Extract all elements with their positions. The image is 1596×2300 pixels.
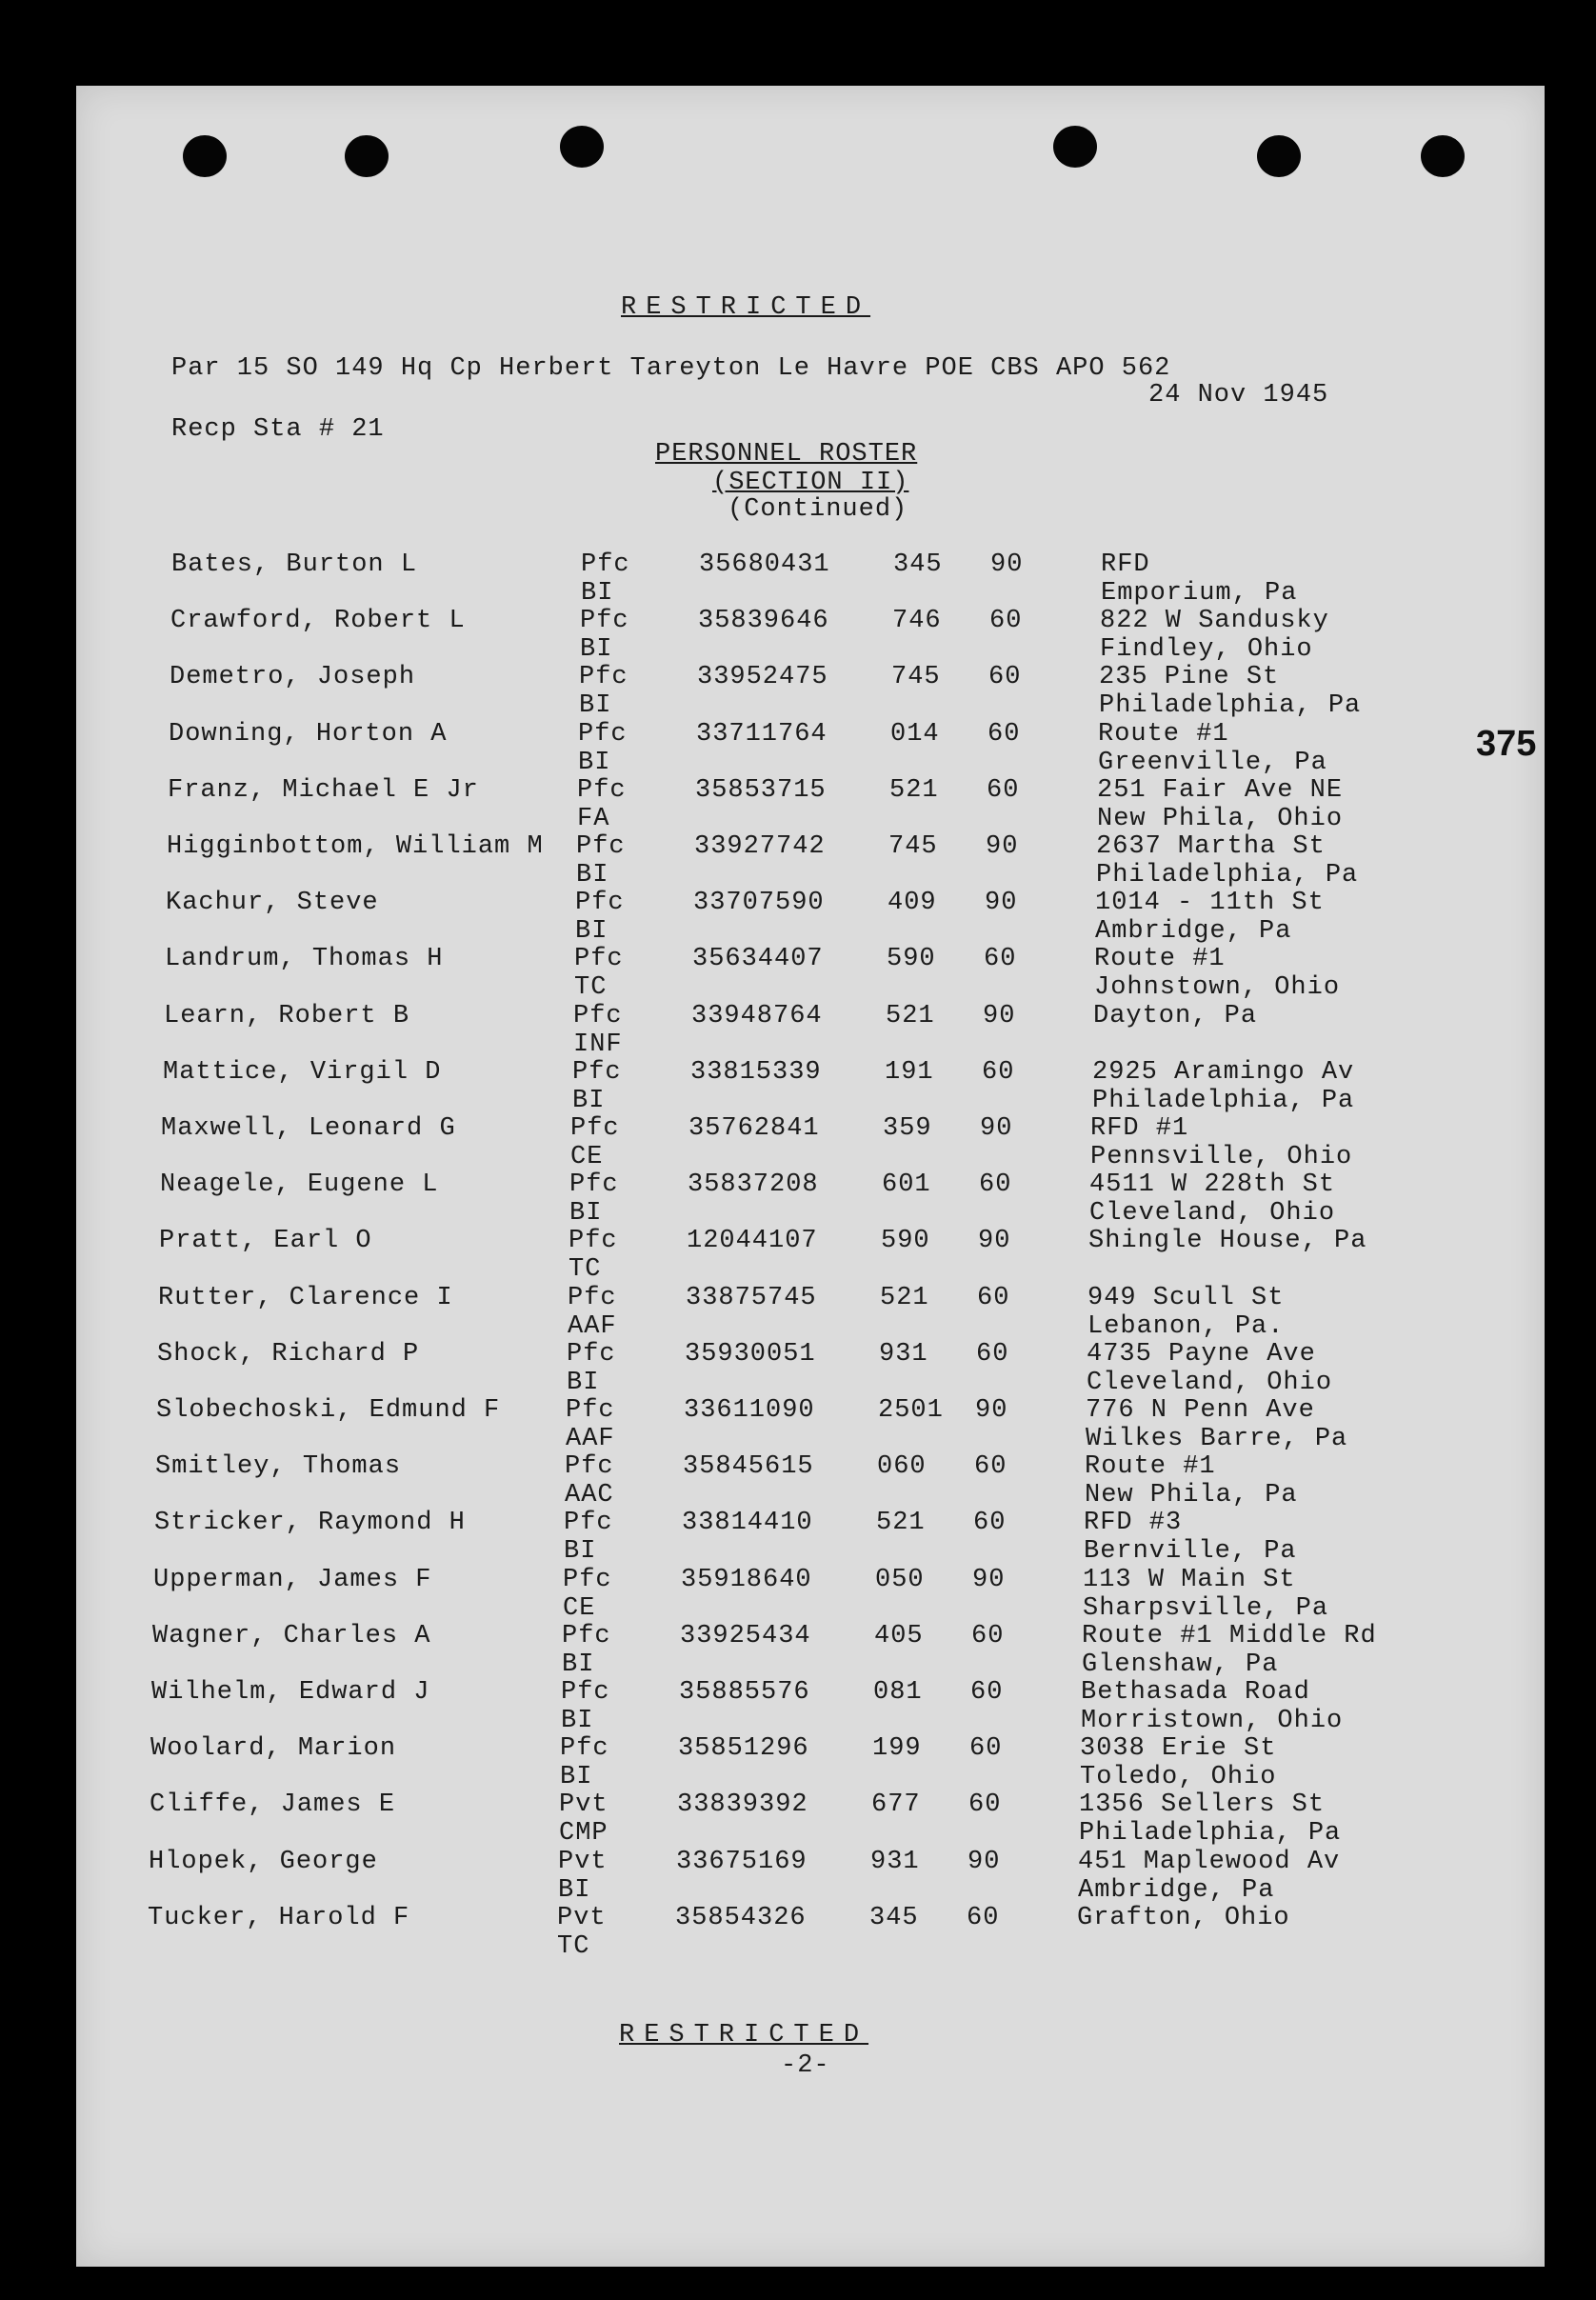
roster-serial: 35839646 bbox=[698, 607, 829, 636]
roster-branch: BI bbox=[564, 1537, 597, 1567]
roster-score: 90 bbox=[986, 832, 1019, 861]
roster-score: 60 bbox=[988, 719, 1021, 749]
roster-code: 745 bbox=[888, 832, 938, 861]
roster-code: 199 bbox=[872, 1734, 922, 1764]
roster-row bbox=[76, 1227, 1545, 1284]
roster-grade: Pfc bbox=[572, 1057, 622, 1087]
roster-addr2: Emporium, Pa bbox=[1101, 579, 1298, 608]
roster-serial: 35853715 bbox=[695, 775, 827, 805]
roster-row bbox=[76, 1452, 1545, 1510]
roster-serial: 35634407 bbox=[692, 945, 824, 974]
roster-score: 90 bbox=[985, 889, 1018, 918]
roster-score: 90 bbox=[980, 1114, 1013, 1143]
roster-row bbox=[76, 889, 1545, 946]
roster-row bbox=[76, 607, 1545, 664]
roster-code: 060 bbox=[877, 1452, 927, 1482]
roster-addr1: 451 Maplewood Av bbox=[1078, 1847, 1341, 1876]
roster-serial: 33952475 bbox=[697, 663, 828, 692]
roster-row bbox=[76, 1904, 1545, 1961]
roster-serial: 35845615 bbox=[683, 1452, 814, 1482]
roster-name: Landrum, Thomas H bbox=[165, 945, 444, 974]
roster-branch: BI bbox=[560, 1763, 593, 1792]
roster-row bbox=[76, 1340, 1545, 1397]
roster-code: 014 bbox=[890, 719, 940, 749]
roster-addr2: Wilkes Barre, Pa bbox=[1086, 1425, 1348, 1453]
roster-continued: (Continued) bbox=[728, 495, 908, 524]
unit-line: Par 15 SO 149 Hq Cp Herbert Tareyton Le Havre POE CBS APO 562 bbox=[171, 354, 1171, 383]
roster-grade: Pfc bbox=[562, 1621, 611, 1650]
document-date: 24 Nov 1945 bbox=[1148, 381, 1329, 410]
roster-code: 590 bbox=[881, 1227, 930, 1256]
roster-code: 405 bbox=[874, 1621, 924, 1650]
roster-grade: Pfc bbox=[568, 1283, 617, 1312]
roster-score: 60 bbox=[984, 945, 1017, 974]
roster-branch: CMP bbox=[559, 1819, 608, 1849]
roster-addr1: Route #1 bbox=[1085, 1452, 1216, 1482]
roster-serial: 33815339 bbox=[690, 1057, 822, 1087]
roster-row bbox=[76, 1509, 1545, 1566]
roster-serial: 35918640 bbox=[681, 1565, 812, 1594]
roster-score: 60 bbox=[968, 1790, 1002, 1820]
roster-serial: 12044107 bbox=[687, 1227, 818, 1256]
roster-code: 745 bbox=[891, 663, 941, 692]
roster-row bbox=[76, 1114, 1545, 1171]
roster-score: 90 bbox=[972, 1565, 1006, 1594]
roster-addr2: Greenville, Pa bbox=[1098, 748, 1327, 777]
roster-addr1: 1014 - 11th St bbox=[1095, 889, 1325, 918]
roster-row bbox=[76, 550, 1545, 608]
roster-score: 90 bbox=[968, 1847, 1001, 1876]
roster-score: 60 bbox=[987, 775, 1020, 805]
roster-row bbox=[76, 776, 1545, 833]
roster-branch: BI bbox=[579, 691, 612, 721]
roster-row bbox=[76, 1848, 1545, 1905]
roster-serial: 35854326 bbox=[675, 1903, 807, 1932]
roster-grade: Pfc bbox=[561, 1678, 610, 1707]
roster-addr1: Dayton, Pa bbox=[1093, 1001, 1258, 1030]
roster-addr2: Toledo, Ohio bbox=[1080, 1763, 1277, 1792]
roster-name: Rutter, Clarence I bbox=[158, 1283, 453, 1312]
roster-branch: BI bbox=[569, 1199, 603, 1229]
roster-addr2: Pennsville, Ohio bbox=[1090, 1143, 1353, 1171]
roster-addr1: 949 Scull St bbox=[1087, 1283, 1285, 1312]
roster-branch: CE bbox=[570, 1143, 604, 1171]
roster-grade: Pfc bbox=[567, 1339, 616, 1369]
roster-addr2: New Phila, Pa bbox=[1085, 1481, 1298, 1510]
roster-branch: BI bbox=[578, 748, 611, 777]
roster-serial: 35680431 bbox=[699, 550, 830, 579]
classification-top: RESTRICTED bbox=[621, 293, 871, 322]
roster-code: 590 bbox=[887, 945, 936, 974]
roster-serial: 35837208 bbox=[688, 1170, 819, 1200]
roster-name: Slobechoski, Edmund F bbox=[156, 1396, 501, 1425]
roster-addr2: Johnstown, Ohio bbox=[1094, 973, 1341, 1003]
roster-grade: Pfc bbox=[579, 663, 628, 692]
roster-code: 521 bbox=[880, 1283, 929, 1312]
roster-code: 521 bbox=[889, 775, 939, 805]
roster-branch: TC bbox=[569, 1255, 602, 1285]
roster-grade: Pfc bbox=[576, 832, 626, 861]
roster-code: 191 bbox=[885, 1057, 934, 1087]
roster-addr2: Philadelphia, Pa bbox=[1079, 1819, 1342, 1849]
roster-grade: Pfc bbox=[578, 719, 628, 749]
roster-addr2: Findley, Ohio bbox=[1100, 635, 1313, 665]
roster-addr1: Route #1 bbox=[1094, 945, 1226, 974]
roster-name: Neagele, Eugene L bbox=[160, 1170, 439, 1200]
roster-row bbox=[76, 1396, 1545, 1453]
roster-addr2: Morristown, Ohio bbox=[1081, 1707, 1344, 1735]
roster-grade: Pfc bbox=[563, 1565, 612, 1594]
roster-name: Bates, Burton L bbox=[171, 550, 418, 579]
roster-row bbox=[76, 1678, 1545, 1735]
roster-score: 90 bbox=[975, 1396, 1008, 1425]
roster-branch: BI bbox=[567, 1368, 600, 1397]
roster-name: Kachur, Steve bbox=[166, 889, 379, 918]
roster-serial: 33948764 bbox=[691, 1001, 823, 1030]
roster-row bbox=[76, 1734, 1545, 1791]
roster-addr1: 2637 Martha St bbox=[1096, 832, 1326, 861]
roster-name: Learn, Robert B bbox=[164, 1001, 410, 1030]
roster-addr1: 251 Fair Ave NE bbox=[1097, 775, 1344, 805]
roster-name: Tucker, Harold F bbox=[148, 1903, 410, 1932]
roster-name: Upperman, James F bbox=[153, 1565, 432, 1594]
roster-addr1: RFD #1 bbox=[1090, 1114, 1189, 1143]
roster-addr1: 2925 Aramingo Av bbox=[1092, 1057, 1355, 1087]
roster-code: 746 bbox=[892, 607, 942, 636]
roster-code: 521 bbox=[886, 1001, 935, 1030]
roster-score: 60 bbox=[970, 1678, 1004, 1707]
roster-name: Demetro, Joseph bbox=[170, 663, 416, 692]
roster-serial: 33675169 bbox=[676, 1847, 808, 1876]
classification-bottom: RESTRICTED bbox=[619, 2021, 869, 2050]
roster-code: 677 bbox=[871, 1790, 921, 1820]
roster-serial: 33875745 bbox=[686, 1283, 817, 1312]
roster-code: 409 bbox=[888, 889, 937, 918]
station-label: Recp Sta # 21 bbox=[171, 415, 385, 444]
roster-name: Cliffe, James E bbox=[150, 1790, 396, 1820]
roster-name: Crawford, Robert L bbox=[170, 607, 466, 636]
document-page bbox=[76, 86, 1545, 2267]
roster-grade: Pvt bbox=[559, 1790, 608, 1820]
roster-score: 60 bbox=[967, 1903, 1000, 1932]
roster-code: 521 bbox=[876, 1509, 926, 1538]
roster-grade: Pfc bbox=[573, 1001, 623, 1030]
roster-branch: FA bbox=[577, 804, 610, 833]
roster-addr2: Lebanon, Pa. bbox=[1087, 1311, 1285, 1341]
roster-grade: Pfc bbox=[580, 607, 629, 636]
roster-code: 050 bbox=[875, 1565, 925, 1594]
roster-name: Wilhelm, Edward J bbox=[151, 1678, 430, 1707]
roster-row bbox=[76, 945, 1545, 1002]
roster-name: Smitley, Thomas bbox=[155, 1452, 402, 1482]
roster-score: 60 bbox=[974, 1452, 1007, 1482]
roster-name: Hlopek, George bbox=[149, 1847, 378, 1876]
roster-row bbox=[76, 1002, 1545, 1059]
roster-row bbox=[76, 832, 1545, 890]
roster-grade: Pfc bbox=[560, 1734, 609, 1764]
roster-branch: AAC bbox=[565, 1481, 614, 1510]
roster-branch: AAF bbox=[566, 1425, 615, 1453]
roster-branch: BI bbox=[576, 861, 609, 890]
roster-code: 2501 bbox=[878, 1396, 944, 1425]
roster-score: 60 bbox=[976, 1339, 1009, 1369]
roster-name: Franz, Michael E Jr bbox=[168, 775, 479, 805]
roster-serial: 33611090 bbox=[684, 1396, 815, 1425]
roster-score: 60 bbox=[989, 607, 1023, 636]
roster-score: 60 bbox=[969, 1734, 1003, 1764]
roster-branch: BI bbox=[561, 1707, 594, 1735]
roster-serial: 35885576 bbox=[679, 1678, 810, 1707]
roster-code: 601 bbox=[882, 1170, 931, 1200]
roster-addr1: 822 W Sandusky bbox=[1100, 607, 1329, 636]
roster-branch: BI bbox=[558, 1875, 591, 1905]
roster-grade: Pvt bbox=[557, 1903, 607, 1932]
roster-row bbox=[76, 663, 1545, 720]
roster-code: 345 bbox=[869, 1903, 919, 1932]
roster-code: 345 bbox=[893, 550, 943, 579]
roster-addr1: 776 N Penn Ave bbox=[1086, 1396, 1315, 1425]
roster-row bbox=[76, 1790, 1545, 1848]
roster-addr1: 1356 Sellers St bbox=[1079, 1790, 1326, 1820]
roster-grade: Pfc bbox=[581, 550, 630, 579]
roster-score: 60 bbox=[982, 1057, 1015, 1087]
roster-score: 60 bbox=[988, 663, 1022, 692]
roster-branch: BI bbox=[562, 1650, 595, 1679]
roster-section: (SECTION II) bbox=[712, 469, 909, 497]
roster-grade: Pfc bbox=[566, 1396, 615, 1425]
roster-name: Wagner, Charles A bbox=[152, 1621, 431, 1650]
roster-row bbox=[76, 1566, 1545, 1623]
roster-serial: 33711764 bbox=[696, 719, 828, 749]
roster-addr2: New Phila, Ohio bbox=[1097, 804, 1344, 833]
roster-name: Stricker, Raymond H bbox=[154, 1509, 466, 1538]
roster-code: 931 bbox=[879, 1339, 928, 1369]
roster-addr1: 113 W Main St bbox=[1083, 1565, 1296, 1594]
roster-addr2: Sharpsville, Pa bbox=[1083, 1593, 1329, 1623]
roster-addr2: Bernville, Pa bbox=[1084, 1537, 1297, 1567]
roster-branch: BI bbox=[580, 635, 613, 665]
roster-name: Shock, Richard P bbox=[157, 1339, 420, 1369]
roster-grade: Pfc bbox=[564, 1509, 613, 1538]
roster-addr2: Philadelphia, Pa bbox=[1092, 1086, 1355, 1115]
roster-serial: 35762841 bbox=[688, 1114, 820, 1143]
page-number: -2- bbox=[781, 2051, 830, 2080]
roster-code: 081 bbox=[873, 1678, 923, 1707]
roster-row bbox=[76, 1622, 1545, 1679]
roster-name: Downing, Horton A bbox=[169, 719, 448, 749]
roster-score: 60 bbox=[971, 1621, 1005, 1650]
roster-addr1: RFD #3 bbox=[1084, 1509, 1183, 1538]
roster-addr1: Grafton, Ohio bbox=[1077, 1903, 1290, 1932]
roster-addr1: 235 Pine St bbox=[1099, 663, 1280, 692]
roster-row bbox=[76, 1170, 1545, 1228]
roster-addr2: Philadelphia, Pa bbox=[1099, 691, 1362, 721]
roster-branch: BI bbox=[572, 1086, 606, 1115]
roster-addr2: Glenshaw, Pa bbox=[1082, 1650, 1279, 1679]
personnel-roster bbox=[76, 86, 1545, 2267]
roster-score: 60 bbox=[973, 1509, 1007, 1538]
roster-name: Higginbottom, William M bbox=[167, 832, 544, 861]
roster-score: 90 bbox=[983, 1001, 1016, 1030]
roster-score: 60 bbox=[979, 1170, 1012, 1200]
roster-score: 90 bbox=[978, 1227, 1011, 1256]
roster-branch: AAF bbox=[568, 1311, 617, 1341]
roster-row bbox=[76, 720, 1545, 777]
roster-serial: 33927742 bbox=[694, 832, 826, 861]
roster-branch: TC bbox=[574, 973, 608, 1003]
stamp-number: 375 bbox=[1476, 724, 1537, 764]
roster-grade: Pfc bbox=[565, 1452, 614, 1482]
roster-serial: 33707590 bbox=[693, 889, 825, 918]
roster-addr2: Cleveland, Ohio bbox=[1087, 1368, 1333, 1397]
roster-serial: 33839392 bbox=[677, 1790, 808, 1820]
roster-serial: 35930051 bbox=[685, 1339, 816, 1369]
roster-score: 90 bbox=[990, 550, 1024, 579]
roster-grade: Pfc bbox=[569, 1170, 619, 1200]
roster-title: PERSONNEL ROSTER bbox=[655, 440, 918, 469]
roster-branch: TC bbox=[557, 1931, 590, 1961]
roster-branch: BI bbox=[575, 917, 608, 947]
roster-code: 931 bbox=[870, 1847, 920, 1876]
roster-branch: CE bbox=[563, 1593, 596, 1623]
roster-score: 60 bbox=[977, 1283, 1010, 1312]
roster-name: Maxwell, Leonard G bbox=[161, 1114, 456, 1143]
roster-serial: 33814410 bbox=[682, 1509, 813, 1538]
roster-serial: 35851296 bbox=[678, 1734, 809, 1764]
roster-branch: INF bbox=[573, 1030, 623, 1059]
roster-addr1: 3038 Erie St bbox=[1080, 1734, 1277, 1764]
roster-grade: Pfc bbox=[570, 1114, 620, 1143]
roster-addr2: Philadelphia, Pa bbox=[1096, 861, 1359, 890]
roster-addr1: Shingle House, Pa bbox=[1088, 1227, 1367, 1256]
roster-row bbox=[76, 1284, 1545, 1341]
roster-grade: Pfc bbox=[569, 1227, 618, 1256]
roster-name: Pratt, Earl O bbox=[159, 1227, 372, 1256]
roster-addr1: Route #1 bbox=[1098, 719, 1229, 749]
roster-addr2: Ambridge, Pa bbox=[1095, 917, 1292, 947]
roster-addr1: 4735 Payne Ave bbox=[1087, 1339, 1316, 1369]
roster-row bbox=[76, 1058, 1545, 1115]
roster-branch: BI bbox=[581, 579, 614, 608]
roster-code: 359 bbox=[883, 1114, 932, 1143]
roster-name: Mattice, Virgil D bbox=[163, 1057, 442, 1087]
roster-grade: Pvt bbox=[558, 1847, 608, 1876]
roster-grade: Pfc bbox=[577, 775, 627, 805]
roster-serial: 33925434 bbox=[680, 1621, 811, 1650]
roster-addr1: 4511 W 228th St bbox=[1089, 1170, 1336, 1200]
roster-name: Woolard, Marion bbox=[150, 1734, 397, 1764]
roster-grade: Pfc bbox=[574, 945, 624, 974]
roster-addr1: Route #1 Middle Rd bbox=[1082, 1621, 1377, 1650]
roster-addr2: Ambridge, Pa bbox=[1078, 1875, 1275, 1905]
roster-addr1: Bethasada Road bbox=[1081, 1678, 1310, 1707]
roster-addr1: RFD bbox=[1101, 550, 1150, 579]
roster-grade: Pfc bbox=[575, 889, 625, 918]
roster-addr2: Cleveland, Ohio bbox=[1089, 1199, 1336, 1229]
